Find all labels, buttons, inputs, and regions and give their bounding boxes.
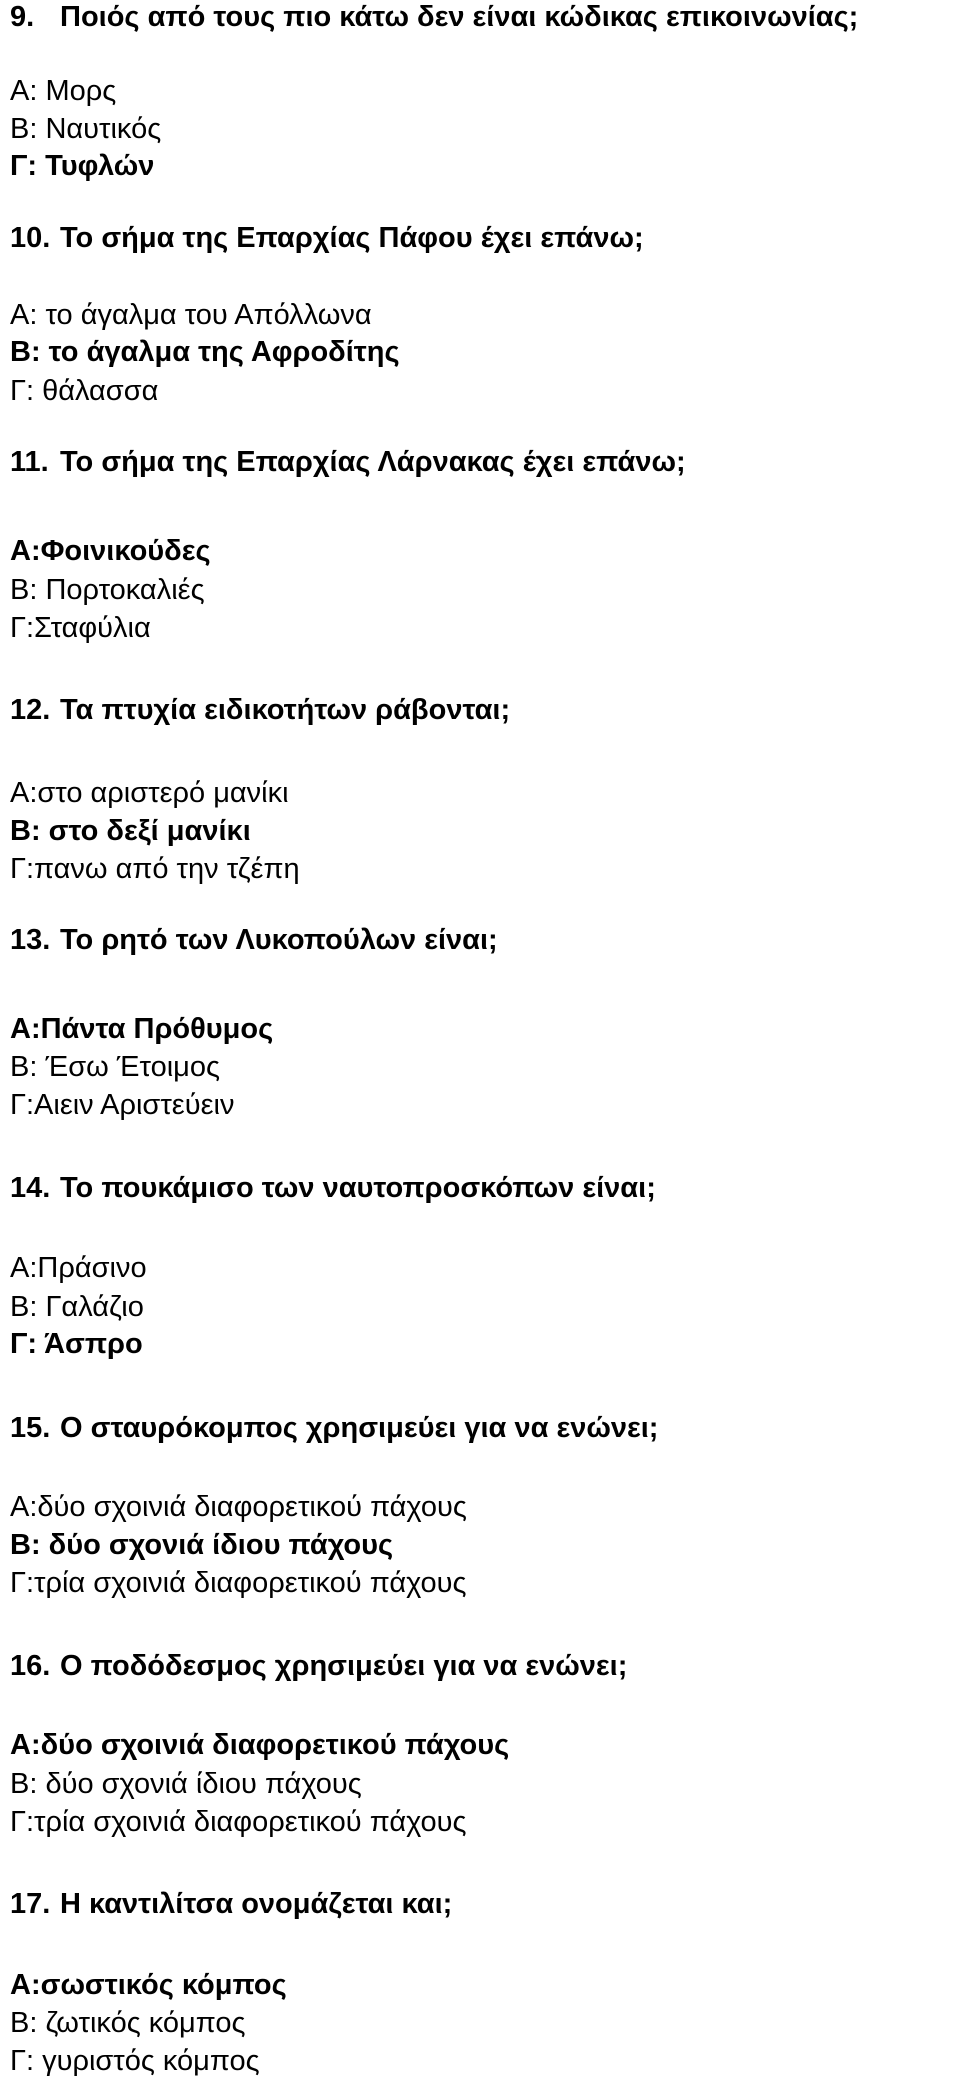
answer-b: Β: Ναυτικός [10,113,162,145]
answer-a-correct: Α:Πάντα Πρόθυμος [10,1013,274,1045]
question-11 [10,445,686,479]
question-text: Το ρητό των Λυκοπούλων είναι; [60,924,498,956]
answer-c: Γ:Αιειν Αριστεύειν [10,1089,235,1121]
answer-b: Β: Γαλάζιο [10,1291,144,1323]
question-number: 10. [10,222,51,254]
question-text: Η καντιλίτσα ονομάζεται και; [60,1888,453,1920]
answer-a-correct: Α:σωστικός κόμπος [10,1969,287,2001]
question-number: 9. [10,1,35,33]
answer-a: Α: Μορς [10,75,117,107]
question-text: Ο ποδόδεσμος χρησιμεύει για να ενώνει; [60,1650,628,1682]
question-12 [10,693,510,727]
answer-b-correct: Β: το άγαλμα της Αφροδίτης [10,336,400,368]
answer-b: Β: ζωτικός κόμπος [10,2007,246,2039]
answer-a: Α:στο αριστερό μανίκι [10,777,289,809]
answer-b-correct: Β: δύο σχονιά ίδιου πάχους [10,1529,394,1561]
answer-a: Α: το άγαλμα του Απόλλωνα [10,299,372,331]
answer-c: Γ: γυριστός κόμπος [10,2045,260,2077]
answer-c-correct: Γ: Άσπρο [10,1328,143,1360]
question-text: Το πουκάμισο των ναυτοπροσκόπων είναι; [60,1172,656,1204]
question-text: Το σήμα της Επαρχίας Πάφου έχει επάνω; [60,222,644,254]
answer-b: Β: Έσω Έτοιμος [10,1051,220,1083]
answer-c: Γ:τρία σχοινιά διαφορετικού πάχους [10,1806,467,1838]
question-text: Ο σταυρόκομπος χρησιμεύει για να ενώνει; [60,1412,659,1444]
question-13 [10,923,498,957]
answer-c: Γ:Σταφύλια [10,612,151,644]
question-number: 15. [10,1412,51,1444]
question-number: 12. [10,694,51,726]
answer-a-correct: Α:δύο σχοινιά διαφορετικού πάχους [10,1729,510,1761]
question-number: 13. [10,924,51,956]
answer-c: Γ:τρία σχοινιά διαφορετικού πάχους [10,1567,467,1599]
question-number: 11. [10,446,49,478]
answer-c-correct: Γ: Τυφλών [10,150,155,182]
question-10 [10,221,644,255]
answer-a: Α:Πράσινο [10,1252,147,1284]
answer-c: Γ:πανω από την τζέπη [10,853,300,885]
question-text: Το σήμα της Επαρχίας Λάρνακας έχει επάνω; [60,446,686,478]
answer-b: Β: Πορτοκαλιές [10,574,205,606]
question-number: 14. [10,1172,51,1204]
answer-b-correct: Β: στο δεξί μανίκι [10,815,251,847]
question-number: 17. [10,1888,51,1920]
question-text: Ποιός από τους πιο κάτω δεν είναι κώδικας επικοινωνίας; [60,1,859,33]
answer-b: Β: δύο σχονιά ίδιου πάχους [10,1768,362,1800]
question-9 [10,0,858,34]
question-16 [10,1649,627,1683]
answer-c: Γ: θάλασσα [10,375,159,407]
question-14 [10,1171,656,1205]
question-17 [10,1887,452,1921]
question-15 [10,1411,658,1445]
answer-a: Α:δύο σχοινιά διαφορετικού πάχους [10,1491,467,1523]
question-number: 16. [10,1650,51,1682]
answer-a-correct: Α:Φοινικούδες [10,535,211,567]
question-text: Τα πτυχία ειδικοτήτων ράβονται; [60,694,511,726]
